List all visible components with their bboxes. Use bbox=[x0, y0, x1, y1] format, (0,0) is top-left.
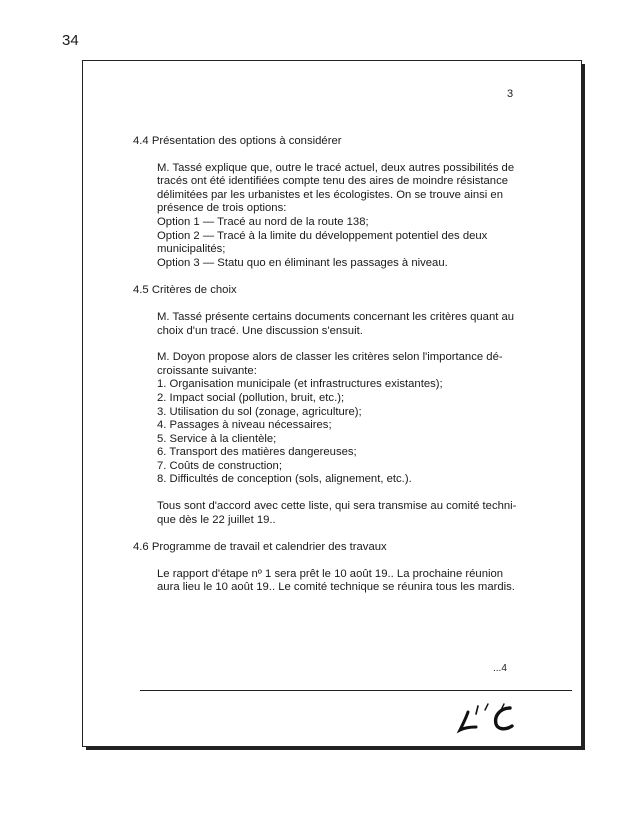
list-item: 8. Difficultés de conception (sols, alignement, etc.). bbox=[157, 473, 412, 486]
section-body-4-5 bbox=[157, 311, 528, 527]
frame-shadow-bottom bbox=[86, 747, 585, 750]
paragraph bbox=[157, 351, 528, 487]
continuation-mark: ...4 bbox=[493, 663, 507, 674]
paragraph bbox=[157, 568, 528, 595]
paragraph bbox=[157, 311, 528, 338]
text-line: croissante suivante: bbox=[157, 364, 257, 377]
list-item: 4. Passages à niveau nécessaires; bbox=[157, 419, 332, 432]
section-title-4-5: 4.5 Critères de choix bbox=[133, 284, 237, 297]
list-item: 2. Impact social (pollution, bruit, etc.); bbox=[157, 391, 345, 404]
text-line: présence de trois options: bbox=[157, 202, 287, 215]
section-body-4-4 bbox=[157, 162, 528, 271]
text-line: que dès le 22 juillet 19.. bbox=[157, 513, 276, 526]
list-item: 7. Coûts de construction; bbox=[157, 459, 282, 472]
frame-shadow-right bbox=[582, 64, 585, 750]
footer-rule bbox=[140, 690, 572, 691]
text-line: aura lieu le 10 août 19.. Le comité technique se réunira tous les mardis. bbox=[157, 581, 515, 594]
list-item: 1. Organisation municipale (et infrastructures existantes); bbox=[157, 378, 443, 391]
text-line: M. Tassé explique que, outre le tracé actuel, deux autres possibilités de bbox=[157, 161, 515, 174]
text-line: tracés ont été identifiées compte tenu des aires de moindre résistance bbox=[157, 175, 509, 188]
text-line: M. Tassé présente certains documents concernant les critères quant au bbox=[157, 310, 515, 323]
text-line: Le rapport d'étape nº 1 sera prêt le 10 août 19.. La prochaine réunion bbox=[157, 567, 504, 580]
minutes-content bbox=[133, 135, 528, 595]
text-line: Option 1 — Tracé au nord de la route 138; bbox=[157, 215, 369, 228]
paragraph bbox=[157, 162, 528, 271]
text-line: Option 3 — Statu quo en éliminant les passages à niveau. bbox=[157, 256, 448, 269]
list-item: 3. Utilisation du sol (zonage, agriculture); bbox=[157, 405, 362, 418]
section-title-4-4: 4.4 Présentation des options à considérer bbox=[133, 135, 342, 147]
page-number: 3 bbox=[507, 88, 514, 100]
text-line: municipalités; bbox=[157, 243, 226, 256]
handwritten-initials bbox=[454, 700, 524, 734]
list-item: 5. Service à la clientèle; bbox=[157, 432, 277, 445]
paragraph bbox=[157, 500, 528, 527]
outer-page-number: 34 bbox=[62, 32, 79, 49]
list-item: 6. Transport des matières dangereuses; bbox=[157, 446, 357, 459]
text-line: M. Doyon propose alors de classer les critères selon l'importance dé- bbox=[157, 351, 503, 364]
text-line: Option 2 — Tracé à la limite du développement potentiel des deux bbox=[157, 229, 488, 242]
text-line: choix d'un tracé. Une discussion s'ensuit. bbox=[157, 324, 363, 337]
section-title-4-6: 4.6 Programme de travail et calendrier des travaux bbox=[133, 541, 387, 554]
text-line: Tous sont d'accord avec cette liste, qui sera transmise au comité techni- bbox=[157, 500, 517, 513]
section-body-4-6 bbox=[157, 568, 528, 595]
text-line: délimitées par les urbanistes et les écologistes. On se trouve ainsi en bbox=[157, 188, 503, 201]
